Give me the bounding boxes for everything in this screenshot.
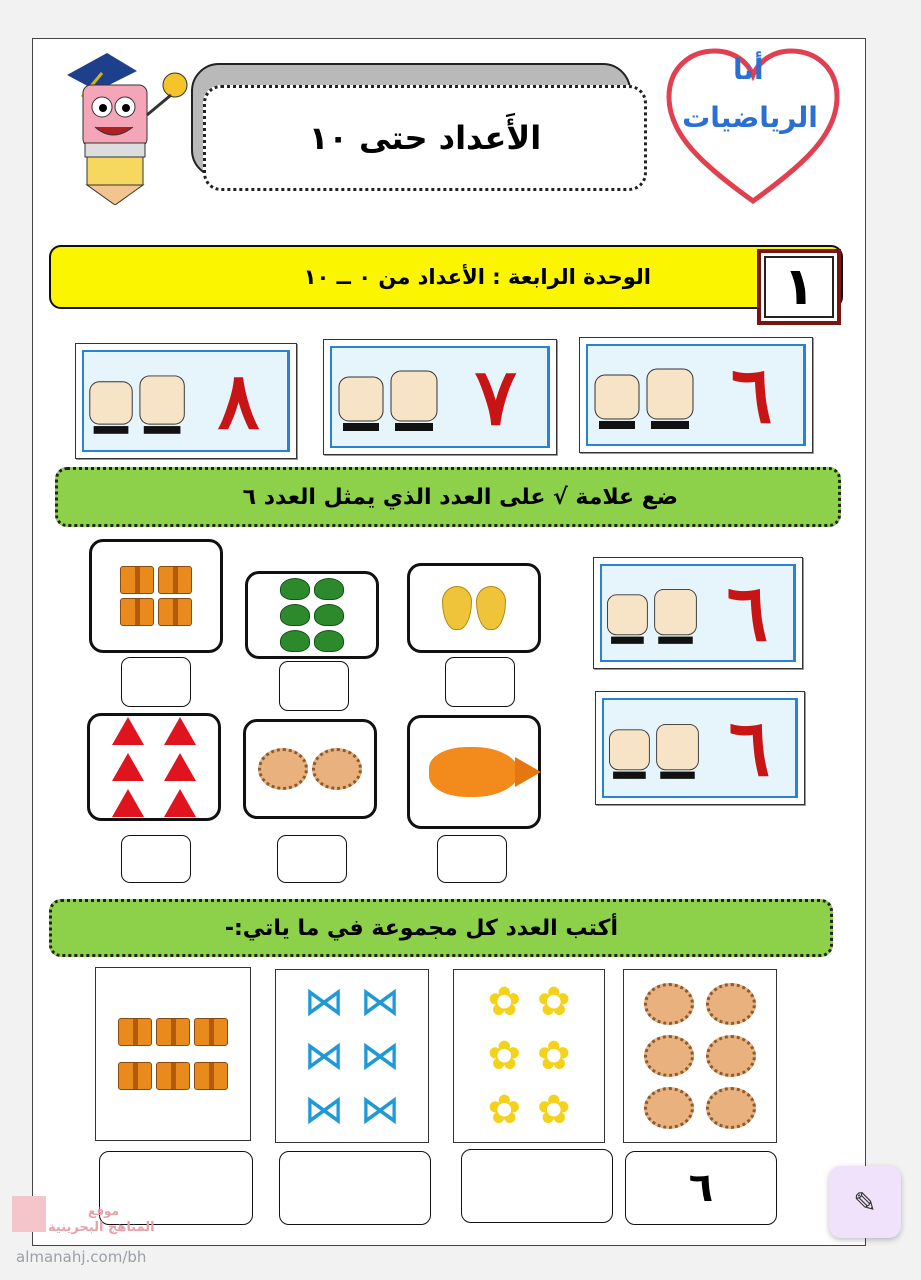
- bow-icon: ⋈: [304, 1033, 344, 1079]
- tile-biscuits: [623, 969, 777, 1143]
- instruction-bar-1: [55, 467, 841, 527]
- page-title: الأَعداد حتى ١٠: [203, 85, 647, 191]
- triangle-icon: [164, 789, 196, 817]
- lettuce-icon: [280, 604, 310, 626]
- answer-box-flowers[interactable]: [461, 1149, 613, 1223]
- gift-icon: [194, 1062, 228, 1090]
- worksheet-page: [32, 38, 866, 1246]
- hands-icon: [604, 700, 704, 796]
- group-lettuce: [245, 571, 379, 659]
- flower-icon: ✿: [537, 1033, 571, 1079]
- gift-icon: [194, 1018, 228, 1046]
- tile-gifts: [95, 967, 251, 1141]
- gift-icon: [120, 598, 154, 626]
- biscuit-icon: [312, 748, 362, 790]
- triangle-icon: [164, 753, 196, 781]
- biscuit-icon: [706, 1087, 756, 1129]
- gift-icon: [158, 566, 192, 594]
- bow-icon: ⋈: [360, 1033, 400, 1079]
- checkbox-answer[interactable]: [279, 661, 349, 711]
- pear-icon: [442, 586, 472, 630]
- card-digit: ٨: [190, 352, 288, 450]
- checkbox-answer[interactable]: [121, 835, 191, 883]
- biscuit-icon: [644, 983, 694, 1025]
- biscuit-icon: [706, 983, 756, 1025]
- pencil-mascot-icon: [47, 45, 197, 205]
- triangle-icon: [112, 717, 144, 745]
- flower-icon: ✿: [487, 1033, 521, 1079]
- edit-pen-icon[interactable]: ✎: [829, 1166, 901, 1238]
- gift-icon: [156, 1018, 190, 1046]
- gift-icon: [156, 1062, 190, 1090]
- instruction-bar-2: [49, 899, 833, 957]
- watermark-line1: موقع: [88, 1204, 120, 1218]
- lettuce-icon: [280, 578, 310, 600]
- logo-line1: أنا: [733, 53, 764, 86]
- bow-icon: ⋈: [304, 979, 344, 1025]
- hands-icon: [332, 348, 444, 446]
- gift-icon: [118, 1062, 152, 1090]
- instruction-text-1: ضع علامة √ على العدد الذي يمثل العدد ٦: [242, 484, 678, 510]
- tile-flowers: [453, 969, 605, 1143]
- biscuit-icon: [644, 1035, 694, 1077]
- bow-icon: ⋈: [360, 1087, 400, 1133]
- triangle-icon: [164, 717, 196, 745]
- flower-icon: ✿: [487, 979, 521, 1025]
- hands-icon: [84, 352, 190, 450]
- hands-icon: [588, 346, 700, 444]
- checkbox-answer[interactable]: [437, 835, 507, 883]
- group-pears: [407, 563, 541, 653]
- bow-icon: ⋈: [304, 1087, 344, 1133]
- group-triangles: [87, 713, 221, 821]
- hands-icon: [602, 566, 702, 660]
- gift-icon: [118, 1018, 152, 1046]
- lettuce-icon: [314, 630, 344, 652]
- flower-icon: ✿: [537, 1087, 571, 1133]
- answer-box-biscuits[interactable]: ٦: [625, 1151, 777, 1225]
- lettuce-icon: [314, 604, 344, 626]
- number-card-6: [579, 337, 813, 453]
- side-card-1: [593, 557, 803, 669]
- instruction-text-2: أكتب العدد كل مجموعة في ما ياتي:-: [224, 915, 618, 941]
- bow-icon: ⋈: [360, 979, 400, 1025]
- unit-number: ١: [757, 249, 841, 325]
- watermark-url[interactable]: almanahj.com/bh: [16, 1248, 147, 1266]
- answer-box-gifts[interactable]: [99, 1151, 253, 1225]
- triangle-icon: [112, 753, 144, 781]
- lettuce-icon: [280, 630, 310, 652]
- card-digit: ٦: [700, 346, 804, 444]
- gift-icon: [158, 598, 192, 626]
- lettuce-icon: [314, 578, 344, 600]
- flower-icon: ✿: [537, 979, 571, 1025]
- tile-bows: [275, 969, 429, 1143]
- unit-banner: [49, 245, 843, 309]
- gift-icon: [120, 566, 154, 594]
- side-card-2: [595, 691, 805, 805]
- fish-icon: [429, 747, 519, 797]
- card-digit: ٦: [704, 700, 796, 796]
- number-card-8: [75, 343, 297, 459]
- card-digit: ٧: [444, 348, 548, 446]
- flower-icon: ✿: [487, 1087, 521, 1133]
- group-fish: [407, 715, 541, 829]
- watermark-line2: المناهج البحرينية: [48, 1220, 155, 1235]
- logo-line2: الرياضيات: [682, 101, 818, 134]
- unit-label: الوحدة الرابعة : الأعداد من ٠ ــ ١٠: [303, 265, 651, 289]
- biscuit-icon: [644, 1087, 694, 1129]
- pear-icon: [476, 586, 506, 630]
- answer-box-bows[interactable]: [279, 1151, 431, 1225]
- checkbox-answer[interactable]: [445, 657, 515, 707]
- watermark-logo: [12, 1196, 46, 1232]
- checkbox-answer[interactable]: [121, 657, 191, 707]
- biscuit-icon: [258, 748, 308, 790]
- biscuit-icon: [706, 1035, 756, 1077]
- checkbox-answer[interactable]: [277, 835, 347, 883]
- group-biscuits: [243, 719, 377, 819]
- number-card-7: [323, 339, 557, 455]
- group-gifts: [89, 539, 223, 653]
- card-digit: ٦: [702, 566, 794, 660]
- triangle-icon: [112, 789, 144, 817]
